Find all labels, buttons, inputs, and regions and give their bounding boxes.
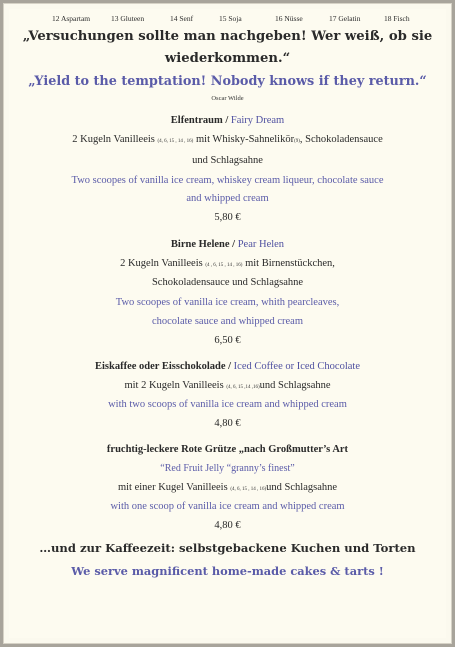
- quote-en: „Yield to the temptation! Nobody knows if they return.“: [28, 74, 427, 89]
- item-price: 4,80 €: [214, 520, 241, 531]
- quote-author: Oscar Wilde: [211, 95, 244, 102]
- item-title-en: Pear Helen: [237, 239, 285, 250]
- allergen-codes: (9): [294, 139, 300, 144]
- item-title-birne-helene: [9, 239, 446, 250]
- desc-text: mit 2 Kugeln Vanilleeis: [124, 380, 227, 391]
- allergen-codes: (4, 6, 15 , 14 , 16): [157, 139, 194, 144]
- item-desc-de-line-2: Schokoladensauce und Schlagsahne: [151, 277, 304, 288]
- quote-de-line-1: „Versuchungen sollte man nachgeben! Wer weiß, ob sie: [22, 29, 433, 44]
- item-title-eiskaffee: [9, 361, 446, 372]
- allergen-17: 17 Gelatin: [329, 14, 361, 23]
- item-price: 6,50 €: [214, 335, 241, 346]
- item-desc-en-line-2: chocolate sauce and whipped cream: [151, 316, 303, 327]
- allergen-14: 14 Senf: [170, 14, 194, 23]
- item-desc-de: [9, 380, 446, 391]
- quote-de-line-2: wiederkommen.“: [164, 51, 291, 66]
- item-desc-en-line-2: and whipped cream: [186, 193, 269, 204]
- allergen-legend: [9, 14, 446, 28]
- item-title-elfentraum: [9, 115, 446, 126]
- allergen-15: 15 Soja: [219, 14, 242, 23]
- item-desc-en: with one scoop of vanilla ice cream and whipped cream: [110, 501, 345, 512]
- item-title-en: Iced Coffee or Iced Chocolate: [233, 361, 360, 372]
- allergen-16: 16 Nüsse: [275, 14, 303, 23]
- item-desc-de: [9, 134, 446, 145]
- item-price: 5,80 €: [214, 212, 241, 223]
- item-desc-en: with two scoops of vanilla ice cream and whipped cream: [108, 399, 347, 410]
- item-desc-de-line-2: und Schlagsahne: [192, 155, 263, 166]
- desc-text: 2 Kugeln Vanilleeis: [72, 134, 158, 145]
- desc-text: , Schokoladensauce: [299, 134, 383, 145]
- closing-en: We serve magnificent home-made cakes & tarts !: [71, 564, 384, 578]
- item-desc-de: [9, 258, 446, 269]
- desc-text: mit Whisky-Sahnelikör: [193, 134, 295, 145]
- closing-de: …und zur Kaffeezeit: selbstgebackene Kuchen und Torten: [39, 541, 416, 555]
- item-price: 4,80 €: [214, 418, 241, 429]
- allergen-13: 13 Gluteen: [111, 14, 145, 23]
- item-desc-en: Two scoopes of vanilla ice cream, whith pearcleaves,: [115, 297, 340, 308]
- allergen-codes: (4 , 6, 15 , 14 , 16): [205, 263, 243, 268]
- item-title-de: Elfentraum /: [170, 115, 231, 126]
- desc-text: und Schlagsahne: [266, 482, 338, 493]
- allergen-codes: (4, 6, 15 ,14 ,16): [226, 385, 260, 390]
- desc-text: 2 Kugeln Vanilleeis: [120, 258, 206, 269]
- allergen-12: 12 Aspartam: [52, 14, 91, 23]
- allergen-codes: (4, 6, 15 , 14 , 16): [230, 487, 267, 492]
- item-title-en: “Red Fruit Jelly “granny’s finest”: [160, 463, 295, 474]
- item-desc-en: Two scoopes of vanilla ice cream, whiskey cream liqueur, chocolate sauce: [71, 175, 384, 186]
- item-title-de: Eiskaffee oder Eisschokolade /: [95, 361, 234, 372]
- desc-text: mit Birnenstückchen,: [242, 258, 335, 269]
- allergen-18: 18 Fisch: [384, 14, 410, 23]
- desc-text: mit einer Kugel Vanilleeis: [117, 482, 231, 493]
- item-title-de: Birne Helene /: [170, 239, 238, 250]
- item-title-rote-gruetze: fruchtig-leckere Rote Grütze „nach Großmutter’s Art: [106, 444, 349, 455]
- item-title-en: Fairy Dream: [230, 115, 285, 126]
- menu-sheet: [9, 9, 446, 638]
- desc-text: und Schlagsahne: [259, 380, 331, 391]
- item-desc-de: [9, 482, 446, 493]
